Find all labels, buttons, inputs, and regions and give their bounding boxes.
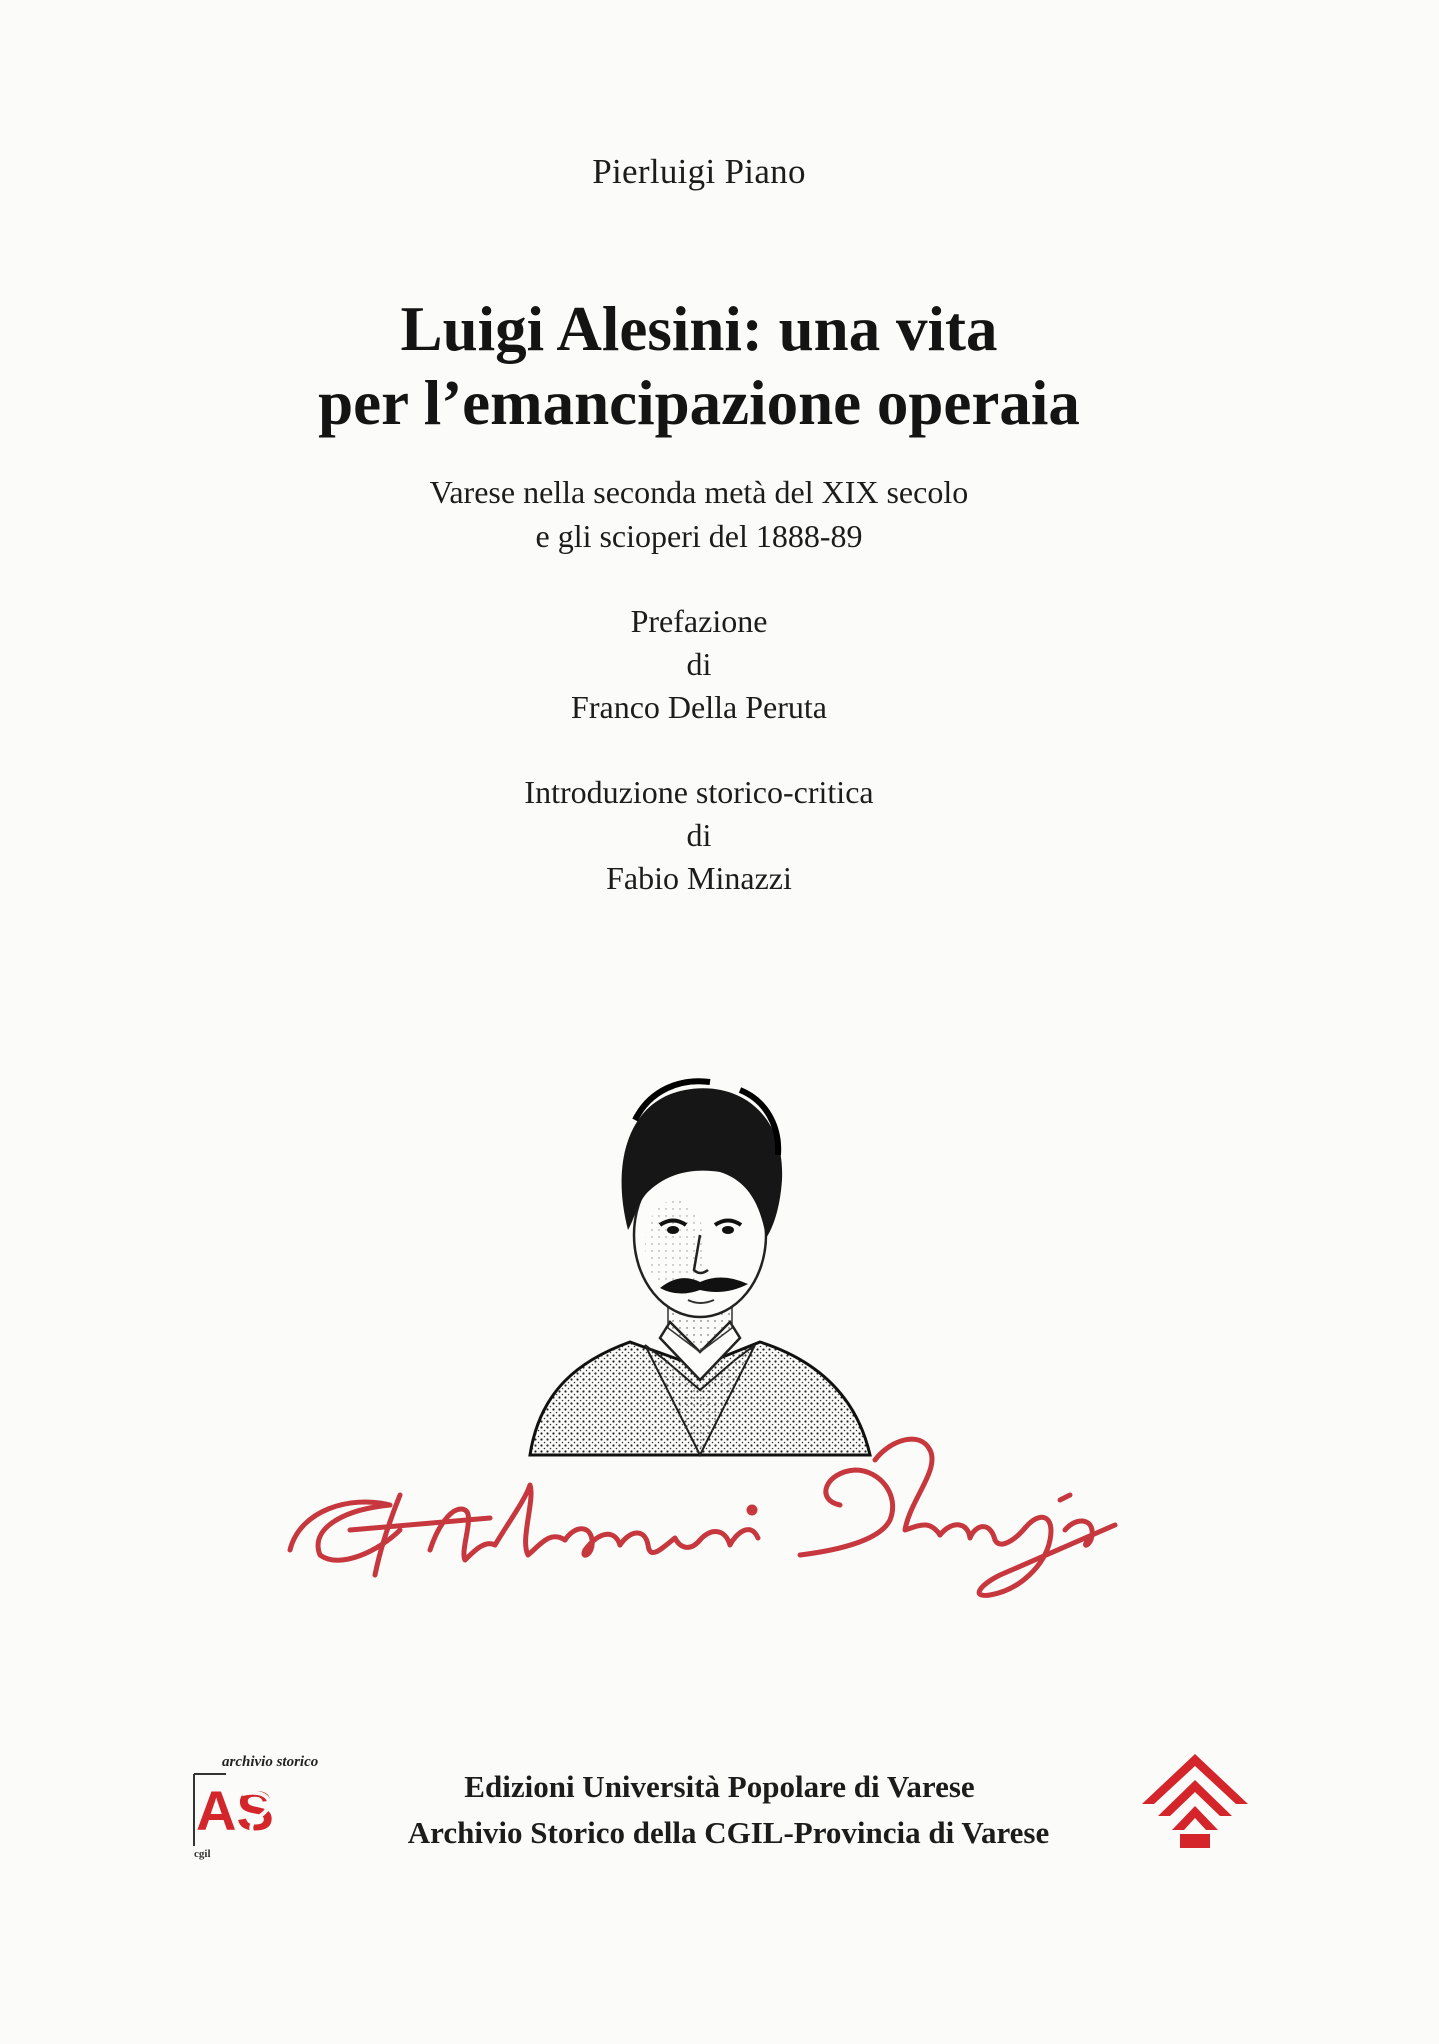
introduction-label: Introduzione storico-critica [524,774,874,810]
book-subtitle [0,470,1398,558]
preface-author: Franco Della Peruta [571,689,827,725]
publisher-line-1: Edizioni Università Popolare di Varese [464,1769,975,1804]
preface-credit [0,600,1398,729]
logo-letters: AS [196,1779,274,1842]
publisher-line-2: Archivio Storico della CGIL-Provincia di Varese [407,1815,1050,1850]
book-title [0,292,1398,440]
subtitle-line-2: e gli scioperi del 1888-89 [535,518,863,554]
logo-label: archivio storico [222,1754,319,1770]
logo-sub: cgil [194,1848,211,1860]
universita-popolare-logo-icon [1140,1746,1250,1856]
preface-label: Prefazione [630,603,768,639]
title-line-1: Luigi Alesini: una vita [400,294,998,364]
introduction-credit [0,771,1398,900]
preface-by: di [686,646,712,682]
signature-image [280,1400,1140,1600]
title-line-2: per l’emancipazione operaia [318,368,1080,438]
subtitle-line-1: Varese nella seconda metà del XIX secolo [429,474,969,510]
introduction-by: di [686,817,712,853]
author-name: Pierluigi Piano [592,152,806,191]
introduction-author: Fabio Minazzi [606,860,792,896]
